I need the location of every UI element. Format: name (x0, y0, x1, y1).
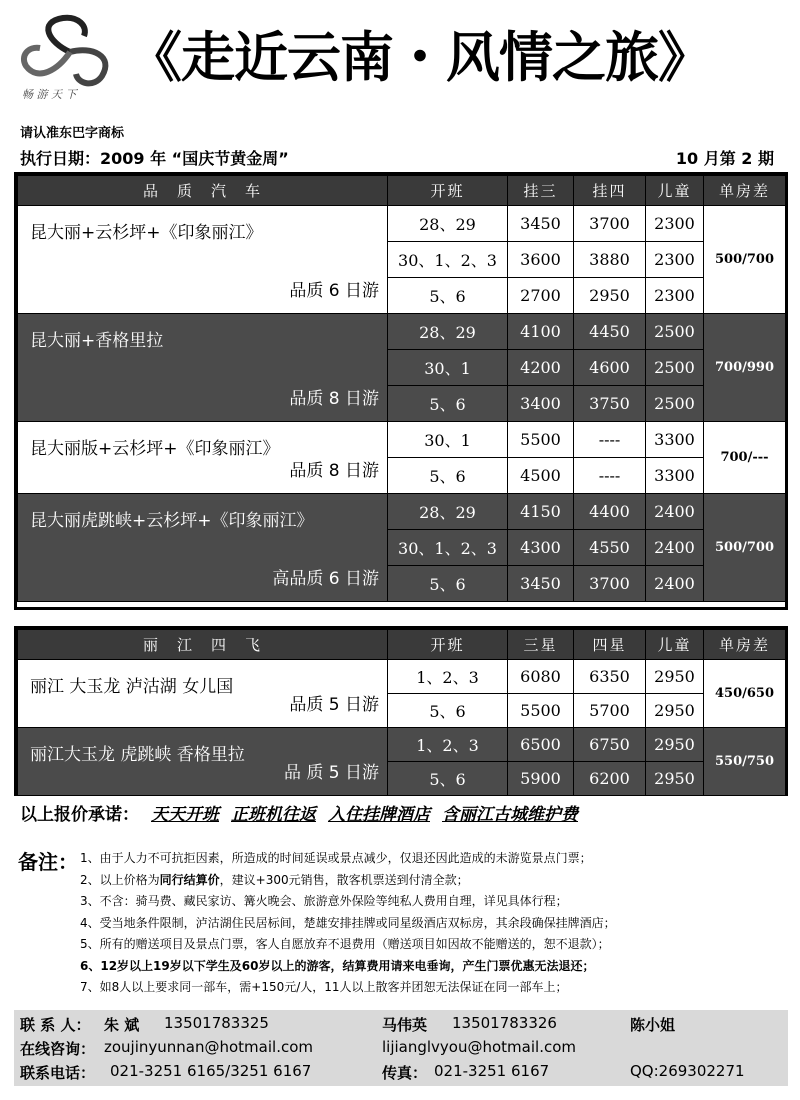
tel-number: 021-3251 6165/3251 6167 (110, 1062, 312, 1080)
price-cell: 6200 (574, 762, 646, 796)
contact-person-label: 联 系 人： (20, 1016, 91, 1034)
departure-dates-cell: 30、1、2、3 (388, 530, 508, 566)
price-promise (20, 800, 578, 825)
price-cell: 3700 (574, 566, 646, 602)
logo-caption: 畅 游 天 下 (22, 88, 77, 101)
price-cell: 6750 (574, 728, 646, 762)
route-name: 丽江大玉龙 虎跳峡 香格里拉 (30, 745, 245, 765)
table-row (18, 728, 786, 762)
price-cell: 3700 (574, 206, 646, 242)
departure-dates-cell: 5、6 (388, 386, 508, 422)
price-cell: 2500 (646, 386, 704, 422)
single-room-diff-cell: 700/990 (704, 314, 786, 422)
price-cell: 2950 (646, 728, 704, 762)
route-name-cell (18, 422, 388, 494)
price-cell: 2300 (646, 278, 704, 314)
price-cell: 5500 (508, 422, 574, 458)
departure-dates-cell: 5、6 (388, 762, 508, 796)
route-duration: 品质 8 日游 (289, 389, 379, 409)
promise-item: 入住挂牌酒店 (328, 805, 430, 825)
column-header: 单房差 (704, 630, 786, 660)
single-room-diff-cell: 500/700 (704, 494, 786, 602)
table-row (18, 314, 786, 350)
price-cell: 2500 (646, 350, 704, 386)
price-cell: 2500 (646, 314, 704, 350)
route-name: 昆大丽+香格里拉 (30, 331, 164, 351)
price-cell: 5900 (508, 762, 574, 796)
price-cell: 4450 (574, 314, 646, 350)
contact-phone-1: 13501783325 (164, 1014, 269, 1032)
price-cell: 3300 (646, 422, 704, 458)
price-cell: 4100 (508, 314, 574, 350)
price-cell: 4500 (508, 458, 574, 494)
departure-dates-cell: 28、29 (388, 314, 508, 350)
column-header: 挂四 (574, 176, 646, 206)
table-header-row (18, 176, 786, 206)
note-item: 3、不含：骑马费、藏民家访、篝火晚会、旅游意外保险等纯私人费用自理，详见具体行程； (80, 894, 568, 908)
note-2-text: 2、以上价格为同行结算价，建议+300元销售，散客机票送到付清全款； (80, 872, 469, 887)
price-cell: 2950 (646, 762, 704, 796)
price-table-lijiang-grid (17, 629, 786, 796)
route-duration: 高品质 6 日游 (272, 569, 379, 589)
price-cell: 3880 (574, 242, 646, 278)
departure-dates-cell: 5、6 (388, 458, 508, 494)
price-cell: 2950 (646, 694, 704, 728)
email-link-1[interactable]: zoujinyunnan@hotmail.com (104, 1038, 314, 1056)
column-header: 单房差 (704, 176, 786, 206)
price-cell: 2950 (574, 278, 646, 314)
table-row (18, 206, 786, 242)
route-name: 昆大丽虎跳峡+云杉坪+《印象丽江》 (30, 511, 314, 531)
price-cell: 2400 (646, 566, 704, 602)
note-item: 5、所有的赠送项目及景点门票，客人自愿放弃不退费用（赠送项目如因故不能赠送的，恕不退款）； (80, 937, 610, 951)
price-cell: 4550 (574, 530, 646, 566)
note-item: 7、如8人以上要求同一部车，需+150元/人，11人以上散客并团恕无法保证在同一部车上； (80, 980, 568, 994)
column-header: 儿童 (646, 630, 704, 660)
contact-panel (14, 1010, 788, 1086)
table-row (18, 660, 786, 694)
price-cell: 2400 (646, 494, 704, 530)
route-name-cell (18, 206, 388, 314)
price-cell: 3400 (508, 386, 574, 422)
email-link-2[interactable]: lijianglvyou@hotmail.com (382, 1038, 577, 1056)
price-cell: 6350 (574, 660, 646, 694)
contact-person-2: 马伟英 (382, 1016, 428, 1034)
price-cell: 4400 (574, 494, 646, 530)
price-cell: 4300 (508, 530, 574, 566)
price-cell: 6500 (508, 728, 574, 762)
price-cell: 3750 (574, 386, 646, 422)
single-room-diff-cell: 500/700 (704, 206, 786, 314)
route-duration: 品质 5 日游 (289, 695, 379, 715)
price-cell: 3300 (646, 458, 704, 494)
table-row (18, 494, 786, 530)
departure-dates-cell: 30、1 (388, 350, 508, 386)
price-cell: 3450 (508, 206, 574, 242)
price-table-car-grid (17, 175, 786, 602)
contact-person-1: 朱 斌 (104, 1016, 140, 1034)
departure-dates-cell: 28、29 (388, 494, 508, 530)
fax-label: 传真： (382, 1064, 428, 1082)
departure-dates-cell: 30、1 (388, 422, 508, 458)
fax-number: 021-3251 6167 (434, 1062, 550, 1080)
trademark-note: 请认准东巴字商标 (20, 126, 125, 141)
tel-label: 联系电话： (20, 1064, 96, 1082)
page-title: 《走近云南・风情之旅》 (128, 25, 711, 89)
price-cell: 3600 (508, 242, 574, 278)
table-header-row (18, 630, 786, 660)
table-row (18, 422, 786, 458)
issue-number: 10 月第 2 期 (675, 149, 774, 168)
promise-item: 含丽江古城维护费 (442, 805, 578, 825)
note-item: 1、由于人力不可抗拒因素，所造成的时间延误或景点减少，仅退还因此造成的未游览景点门票； (80, 851, 592, 865)
column-header: 三星 (508, 630, 574, 660)
column-header: 四星 (574, 630, 646, 660)
promise-item: 正班机往返 (231, 805, 316, 825)
route-name-cell (18, 728, 388, 796)
route-duration: 品质 8 日游 (289, 461, 379, 481)
note-item: 4、受当地条件限制，泸沽湖住民居标间，楚雄安排挂牌或同星级酒店双标房，其余段确保挂牌酒店； (80, 915, 616, 930)
departure-dates-cell: 1、2、3 (388, 728, 508, 762)
column-header: 儿童 (646, 176, 704, 206)
column-header: 开班 (388, 630, 508, 660)
execution-date: 执行日期：2009 年 “国庆节黄金周” (20, 149, 289, 168)
price-cell: 2400 (646, 530, 704, 566)
price-cell: 4200 (508, 350, 574, 386)
online-label: 在线咨询： (20, 1040, 96, 1058)
price-cell: 4600 (574, 350, 646, 386)
price-cell: 4150 (508, 494, 574, 530)
price-cell: 5700 (574, 694, 646, 728)
column-header: 品 质 汽 车 (18, 176, 388, 206)
price-cell: 2300 (646, 242, 704, 278)
price-cell: 5500 (508, 694, 574, 728)
notes-label: 备注： (18, 850, 78, 874)
route-duration: 品质 6 日游 (289, 281, 379, 301)
column-header: 开班 (388, 176, 508, 206)
route-name: 丽江 大玉龙 泸沽湖 女儿国 (30, 677, 234, 697)
price-cell: 3450 (508, 566, 574, 602)
price-cell: ---- (574, 422, 646, 458)
departure-dates-cell: 1、2、3 (388, 660, 508, 694)
contact-phone-2: 13501783326 (452, 1014, 557, 1032)
price-cell: ---- (574, 458, 646, 494)
promise-item: 天天开班 (151, 805, 219, 825)
route-duration: 品 质 5 日游 (283, 763, 379, 783)
note-item (80, 870, 792, 892)
price-cell: 2700 (508, 278, 574, 314)
route-name-cell (18, 660, 388, 728)
departure-dates-cell: 5、6 (388, 278, 508, 314)
notes-list (80, 848, 792, 999)
departure-dates-cell: 28、29 (388, 206, 508, 242)
price-cell: 6080 (508, 660, 574, 694)
single-room-diff-cell: 550/750 (704, 728, 786, 796)
route-name: 昆大丽版+云杉坪+《印象丽江》 (30, 439, 280, 459)
price-cell: 2300 (646, 206, 704, 242)
departure-dates-cell: 30、1、2、3 (388, 242, 508, 278)
departure-dates-cell: 5、6 (388, 566, 508, 602)
route-name-cell (18, 314, 388, 422)
route-name-cell (18, 494, 388, 602)
route-name: 昆大丽+云杉坪+《印象丽江》 (30, 223, 263, 243)
single-room-diff-cell: 700/--- (704, 422, 786, 494)
departure-dates-cell: 5、6 (388, 694, 508, 728)
promise-label: 以上报价承诺： (20, 805, 139, 825)
contact-person-3: 陈小姐 (630, 1016, 676, 1034)
price-cell: 2950 (646, 660, 704, 694)
column-header: 丽 江 四 飞 (18, 630, 388, 660)
qq-number: QQ:269302271 (630, 1062, 745, 1080)
price-table-car (14, 172, 788, 610)
single-room-diff-cell: 450/650 (704, 660, 786, 728)
swirl-logo-icon (18, 12, 123, 92)
note-item: 6、12岁以上19岁以下学生及60岁以上的游客，结算费用请来电垂询，产生门票优惠无法退还； (80, 958, 595, 973)
column-header: 挂三 (508, 176, 574, 206)
price-table-lijiang (14, 626, 788, 796)
